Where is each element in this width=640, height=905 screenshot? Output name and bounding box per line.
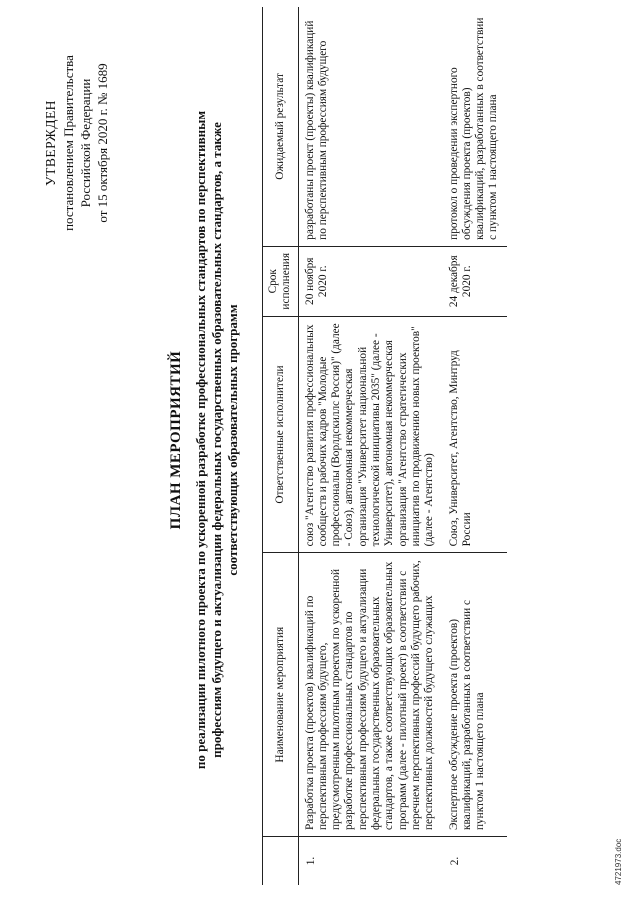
document-title: ПЛАН МЕРОПРИЯТИЙ — [168, 350, 184, 530]
document-subtitle: по реализации пилотного проекта по ускоренной разработке профессиональных стандартов по перспективным профессиям будущего и актуализации федеральных государственных образовательных стандартов, а также соответствующих образовательных программ — [193, 110, 240, 770]
row-responsible: Союз, Университет, Агентство, Минтруд России — [443, 316, 507, 553]
approval-line-2: Российской Федерации — [78, 78, 93, 208]
row-number: 2. — [448, 856, 461, 866]
header-deadline: Срок исполнения — [263, 246, 299, 316]
title-block — [168, 75, 241, 805]
row-result: протокол о проведении экспертного обсуждения проекта (проектов) квалификаций, разработанных в соответствии с пунктом 1 настоящего плана — [443, 7, 507, 246]
row-responsible: союз "Агентство развития профессиональных сообществ и рабочих кадров "Молодые профессионалы (Ворлдскиллс Россия)" (далее - Союз), автономная некоммерческая организация "Университет национальной технологической инициативы 2035" (далее - Университет), автономная некоммерческая организация "Агентство стратегических инициатив по продвижению новых проектов" (далее - Агентство) — [298, 316, 442, 553]
approval-line-3: от 15 октября 2020 г. № 1689 — [95, 63, 110, 223]
approval-line-1: постановлением Правительства — [61, 55, 76, 231]
header-responsible: Ответственные исполнители — [263, 316, 299, 553]
approval-stamp — [42, 13, 111, 273]
document-file-id: 4721973.doc — [614, 838, 623, 885]
row-name: Экспертное обсуждение проекта (проектов) квалификаций, разработанных в соответствии с пунктом 1 настоящего плана — [443, 553, 507, 837]
row-number: 1. — [304, 856, 317, 866]
row-result: разработаны проект (проекты) квалификаций по перспективным профессиям будущего — [298, 7, 442, 246]
row-deadline: 24 декабря 2020 г. — [443, 246, 507, 316]
plan-table — [262, 7, 507, 885]
table-row — [443, 7, 507, 885]
approval-heading: УТВЕРЖДЕН — [43, 100, 58, 186]
header-name: Наименование мероприятия — [263, 553, 299, 837]
row-name: Разработка проекта (проектов) квалификаций по перспективным профессиям будущего, предусмотренным пилотным проектом по ускоренной разработке профессиональных стандартов по перспективным профессиям будущего и актуализации федеральных государственных образовательных стандартов, а также соответствующих образовательных программ (далее - пилотный проект) в соответствии с перечнем перспективных профессий будущего рабочих, перспективных должностей будущего служащих — [298, 553, 442, 837]
header-result: Ожидаемый результат — [263, 7, 299, 246]
table-header-row — [263, 7, 299, 885]
table-row — [298, 7, 442, 885]
row-deadline: 20 ноября 2020 г. — [298, 246, 442, 316]
header-number — [263, 837, 299, 885]
